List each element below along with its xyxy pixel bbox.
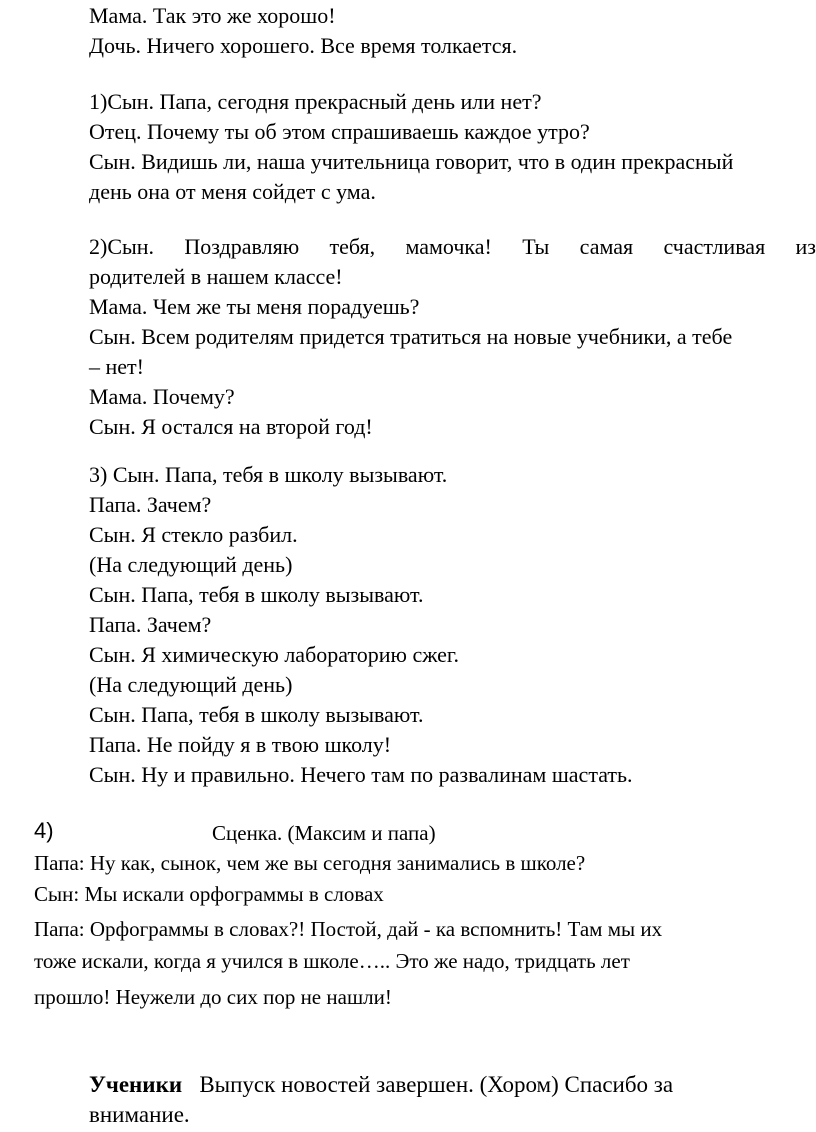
stage-direction: (На следующий день) — [89, 552, 293, 577]
closing-speaker: Ученики — [89, 1072, 183, 1097]
dialogue-line: Сын. Я стекло разбил. — [89, 522, 298, 547]
section-number: 4) — [34, 818, 54, 843]
dialogue-line: Мама. Почему? — [89, 384, 235, 409]
scene-line: Папа: Орфограммы в словах?! Постой, дай - ка вспомнить! Там мы их — [34, 917, 663, 941]
dialogue-line: Сын. Я остался на второй год! — [89, 414, 373, 439]
section-title: Сценка. (Максим и папа) — [212, 821, 436, 845]
closing-line — [89, 1071, 673, 1099]
dialogue-line: Мама. Чем же ты меня порадуешь? — [89, 294, 420, 319]
dialogue-line: Папа. Не пойду я в твою школу! — [89, 732, 392, 757]
closing-text: Выпуск новостей завершен. (Хором) Спасибо за — [199, 1072, 674, 1097]
scene-line: Сын: Мы искали орфограммы в словах — [34, 882, 384, 906]
dialogue-line: Папа. Зачем? — [89, 492, 212, 517]
dialogue-line: Сын. Видишь ли, наша учительница говорит, что в один прекрасный — [89, 149, 734, 174]
dialogue-line: Отец. Почему ты об этом спрашиваешь каждое утро? — [89, 119, 590, 144]
dialogue-line: 3) Сын. Папа, тебя в школу вызывают. — [89, 462, 448, 487]
dialogue-line: день она от меня сойдет с ума. — [89, 179, 376, 204]
dialogue-line: Сын. Я химическую лабораторию сжег. — [89, 642, 459, 667]
dialogue-line: 2)Сын. Поздравляю тебя, мамочка! Ты самая счастливая из — [89, 234, 816, 259]
scene-line: Папа: Ну как, сынок, чем же вы сегодня занимались в школе? — [34, 851, 586, 875]
closing-line-2: внимание. — [89, 1102, 190, 1127]
dialogue-line: Сын. Папа, тебя в школу вызывают. — [89, 702, 424, 727]
dialogue-line: Сын. Папа, тебя в школу вызывают. — [89, 582, 424, 607]
dialogue-line: 1)Сын. Папа, сегодня прекрасный день или нет? — [89, 89, 542, 114]
dialogue-line: Дочь. Ничего хорошего. Все время толкается. — [89, 33, 518, 58]
dialogue-line: Мама. Так это же хорошо! — [89, 3, 336, 28]
dialogue-line: Сын. Ну и правильно. Нечего там по развалинам шастать. — [89, 762, 633, 787]
scene-line: прошло! Неужели до сих пор не нашли! — [34, 985, 392, 1009]
dialogue-line: Папа. Зачем? — [89, 612, 212, 637]
dialogue-line: родителей в нашем классе! — [89, 264, 343, 289]
dialogue-line: Сын. Всем родителям придется тратиться на новые учебники, а тебе — [89, 324, 733, 349]
stage-direction: (На следующий день) — [89, 672, 293, 697]
dialogue-line: – нет! — [89, 354, 144, 379]
scene-line: тоже искали, когда я учился в школе….. Это же надо, тридцать лет — [34, 949, 630, 973]
